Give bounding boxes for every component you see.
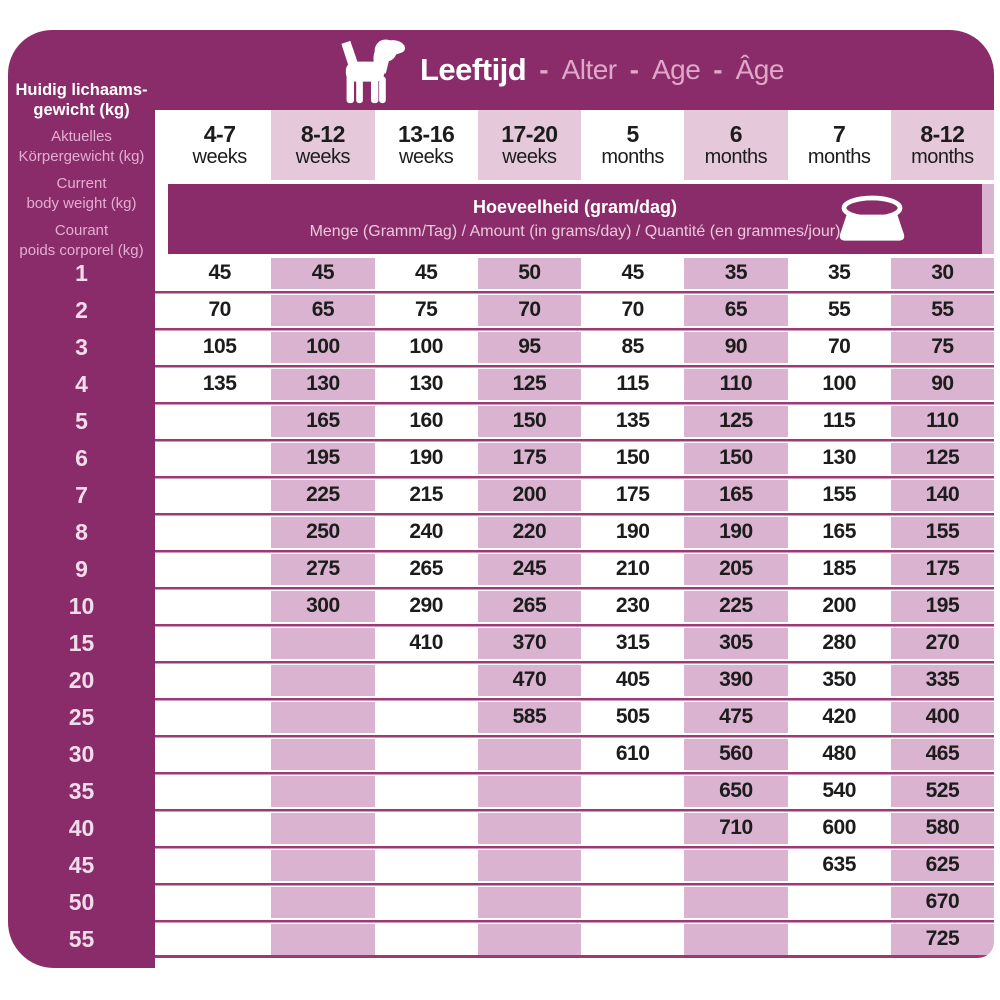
amount-cell: 635 xyxy=(788,850,891,881)
amount-cell xyxy=(168,480,271,511)
amount-cell: 475 xyxy=(684,702,787,733)
age-column-header xyxy=(788,110,891,180)
amount-cell: 370 xyxy=(478,628,581,659)
amount-cell xyxy=(478,850,581,881)
amount-cell: 420 xyxy=(788,702,891,733)
amount-cell xyxy=(168,591,271,622)
age-unit: weeks xyxy=(399,145,454,168)
table-row xyxy=(155,258,994,289)
amount-cell: 65 xyxy=(684,295,787,326)
title-separator: - xyxy=(539,54,549,85)
amount-cell: 45 xyxy=(375,258,478,289)
weight-label-group xyxy=(8,127,155,167)
amount-cell: 155 xyxy=(788,480,891,511)
age-unit: weeks xyxy=(295,145,350,168)
amount-cell xyxy=(478,739,581,770)
row-spacer xyxy=(155,443,168,474)
amount-cell xyxy=(684,850,787,881)
table-row xyxy=(155,739,994,770)
title-translation: Alter xyxy=(561,54,617,85)
amount-cell: 150 xyxy=(478,406,581,437)
table-row xyxy=(155,665,994,696)
weight-value: 8 xyxy=(75,518,88,545)
row-spacer xyxy=(155,295,168,326)
amount-cell: 215 xyxy=(375,480,478,511)
age-unit: months xyxy=(704,145,768,168)
amount-cell: 195 xyxy=(271,443,374,474)
amount-cell: 130 xyxy=(375,369,478,400)
amount-cell: 315 xyxy=(581,628,684,659)
row-spacer xyxy=(155,554,168,585)
weight-label-line: gewicht (kg) xyxy=(33,101,130,119)
amount-cell xyxy=(271,702,374,733)
amount-cell: 110 xyxy=(684,369,787,400)
amount-cell: 525 xyxy=(891,776,994,807)
amount-cell: 175 xyxy=(581,480,684,511)
feeding-table xyxy=(155,110,994,958)
amount-cell: 95 xyxy=(478,332,581,363)
weight-label-line: Aktuelles xyxy=(51,128,112,145)
amount-cell xyxy=(788,924,891,955)
amount-cell xyxy=(271,776,374,807)
age-range: 6 xyxy=(729,120,743,147)
table-row xyxy=(155,295,994,326)
weight-label-group xyxy=(8,80,155,120)
amount-banner-title: Hoeveelheid (gram/dag) xyxy=(472,197,678,217)
amount-cell: 185 xyxy=(788,554,891,585)
weight-value: 35 xyxy=(68,777,95,804)
age-column-header xyxy=(375,110,478,180)
amount-cell: 165 xyxy=(271,406,374,437)
title-separator: - xyxy=(629,54,639,85)
amount-cell: 160 xyxy=(375,406,478,437)
amount-cell: 70 xyxy=(788,332,891,363)
amount-cell xyxy=(168,517,271,548)
weight-label-line: Current xyxy=(56,175,107,192)
amount-cell xyxy=(375,776,478,807)
amount-cell: 50 xyxy=(478,258,581,289)
age-range: 8-12 xyxy=(300,120,345,147)
age-column-header xyxy=(684,110,787,180)
row-spacer xyxy=(155,406,168,437)
amount-cell: 265 xyxy=(375,554,478,585)
amount-cell: 580 xyxy=(891,813,994,844)
table-row xyxy=(155,776,994,807)
amount-cell: 175 xyxy=(891,554,994,585)
age-range: 7 xyxy=(832,120,846,147)
row-spacer xyxy=(155,739,168,770)
weight-value: 55 xyxy=(68,925,95,952)
amount-cell: 410 xyxy=(375,628,478,659)
table-row xyxy=(155,887,994,918)
amount-cell xyxy=(168,443,271,474)
weight-value: 15 xyxy=(68,629,95,656)
amount-cell xyxy=(168,628,271,659)
amount-cell xyxy=(271,813,374,844)
amount-cell xyxy=(168,813,271,844)
amount-cell: 400 xyxy=(891,702,994,733)
amount-cell xyxy=(168,850,271,881)
amount-cell xyxy=(375,702,478,733)
table-row xyxy=(155,702,994,733)
amount-cell: 155 xyxy=(891,517,994,548)
body-weight-labels xyxy=(8,80,155,268)
data-rows xyxy=(155,258,994,955)
amount-cell: 195 xyxy=(891,591,994,622)
amount-cell: 480 xyxy=(788,739,891,770)
amount-cell: 200 xyxy=(788,591,891,622)
table-row xyxy=(155,628,994,659)
amount-cell: 270 xyxy=(891,628,994,659)
banner-spacer xyxy=(155,184,168,254)
amount-cell: 290 xyxy=(375,591,478,622)
amount-cell: 205 xyxy=(684,554,787,585)
amount-cell: 70 xyxy=(581,295,684,326)
amount-cell xyxy=(168,554,271,585)
row-spacer xyxy=(155,813,168,844)
amount-cell: 65 xyxy=(271,295,374,326)
amount-cell: 130 xyxy=(271,369,374,400)
weight-label-line: Huidig lichaams- xyxy=(15,81,148,99)
amount-cell xyxy=(271,628,374,659)
age-column-header xyxy=(478,110,581,180)
title-translation: Age xyxy=(651,54,701,85)
weight-value: 5 xyxy=(75,407,88,434)
age-unit: months xyxy=(601,145,664,168)
row-spacer xyxy=(155,332,168,363)
row-spacer xyxy=(155,480,168,511)
age-unit: weeks xyxy=(502,145,557,168)
amount-cell: 190 xyxy=(375,443,478,474)
amount-cell xyxy=(478,813,581,844)
amount-cell xyxy=(168,887,271,918)
amount-cell: 250 xyxy=(271,517,374,548)
amount-cell xyxy=(478,924,581,955)
amount-cell: 115 xyxy=(581,369,684,400)
amount-cell xyxy=(375,850,478,881)
weight-value: 50 xyxy=(68,888,95,915)
weight-value: 6 xyxy=(75,444,88,471)
weight-label-group xyxy=(8,174,155,214)
weight-label-line: Courant xyxy=(54,222,109,239)
amount-cell: 190 xyxy=(581,517,684,548)
amount-cell: 585 xyxy=(478,702,581,733)
title-main: Leeftijd xyxy=(420,52,527,87)
amount-cell: 190 xyxy=(684,517,787,548)
age-range: 13-16 xyxy=(397,120,455,147)
amount-cell xyxy=(375,739,478,770)
amount-cell: 505 xyxy=(581,702,684,733)
weight-label-line: Körpergewicht (kg) xyxy=(18,148,145,165)
amount-cell: 600 xyxy=(788,813,891,844)
amount-cell xyxy=(168,739,271,770)
amount-cell: 220 xyxy=(478,517,581,548)
amount-cell: 240 xyxy=(375,517,478,548)
age-column-header xyxy=(168,110,271,180)
amount-cell: 85 xyxy=(581,332,684,363)
amount-cell: 245 xyxy=(478,554,581,585)
amount-cell: 45 xyxy=(168,258,271,289)
amount-cell: 130 xyxy=(788,443,891,474)
amount-cell: 275 xyxy=(271,554,374,585)
amount-cell: 100 xyxy=(375,332,478,363)
amount-cell: 165 xyxy=(684,480,787,511)
row-spacer xyxy=(155,591,168,622)
row-spacer xyxy=(155,776,168,807)
age-range: 8-12 xyxy=(920,120,965,147)
table-row xyxy=(155,406,994,437)
table-row xyxy=(155,554,994,585)
amount-cell xyxy=(168,924,271,955)
table-row xyxy=(155,850,994,881)
amount-cell xyxy=(581,887,684,918)
dog-silhouette-icon xyxy=(334,35,408,109)
age-unit: months xyxy=(807,145,871,168)
amount-cell xyxy=(168,665,271,696)
title-separator: - xyxy=(713,54,723,85)
weight-value: 3 xyxy=(75,333,88,360)
amount-cell xyxy=(581,813,684,844)
weight-value: 7 xyxy=(75,481,88,508)
age-column-header xyxy=(891,110,994,180)
amount-cell: 125 xyxy=(891,443,994,474)
age-range: 5 xyxy=(626,120,639,147)
amount-cell: 100 xyxy=(788,369,891,400)
amount-cell: 30 xyxy=(891,258,994,289)
weight-value: 10 xyxy=(68,592,95,619)
amount-cell xyxy=(168,776,271,807)
amount-cell: 150 xyxy=(581,443,684,474)
age-range: 4-7 xyxy=(203,120,236,147)
amount-cell: 70 xyxy=(168,295,271,326)
table-row xyxy=(155,369,994,400)
table-row xyxy=(155,480,994,511)
row-spacer xyxy=(155,850,168,881)
amount-cell: 470 xyxy=(478,665,581,696)
amount-cell xyxy=(478,887,581,918)
table-row xyxy=(155,517,994,548)
amount-cell: 405 xyxy=(581,665,684,696)
amount-cell: 45 xyxy=(271,258,374,289)
amount-cell: 710 xyxy=(684,813,787,844)
amount-cell: 265 xyxy=(478,591,581,622)
amount-cell: 70 xyxy=(478,295,581,326)
row-spacer xyxy=(155,665,168,696)
amount-cell: 210 xyxy=(581,554,684,585)
amount-cell xyxy=(684,887,787,918)
weight-value: 25 xyxy=(68,703,95,730)
amount-cell: 55 xyxy=(788,295,891,326)
amount-cell: 75 xyxy=(375,295,478,326)
age-column-header xyxy=(271,110,374,180)
row-spacer xyxy=(155,924,168,955)
amount-cell: 35 xyxy=(684,258,787,289)
weight-value: 2 xyxy=(75,296,88,323)
amount-cell: 100 xyxy=(271,332,374,363)
age-header-row xyxy=(155,110,994,180)
amount-cell: 610 xyxy=(581,739,684,770)
table-title xyxy=(420,30,784,110)
amount-cell: 110 xyxy=(891,406,994,437)
amount-cell: 90 xyxy=(891,369,994,400)
amount-cell: 125 xyxy=(478,369,581,400)
amount-cell xyxy=(375,665,478,696)
amount-cell: 335 xyxy=(891,665,994,696)
amount-cell: 225 xyxy=(684,591,787,622)
amount-cell: 165 xyxy=(788,517,891,548)
amount-cell xyxy=(478,776,581,807)
row-spacer xyxy=(155,702,168,733)
amount-cell: 625 xyxy=(891,850,994,881)
weight-label-group xyxy=(8,221,155,261)
amount-cell: 725 xyxy=(891,924,994,955)
amount-cell: 200 xyxy=(478,480,581,511)
amount-banner-subtitle: Menge (Gramm/Tag) / Amount (in grams/day) / Quantité (en grammes/jour) xyxy=(309,223,841,240)
row-spacer xyxy=(155,517,168,548)
amount-cell: 230 xyxy=(581,591,684,622)
table-row xyxy=(155,332,994,363)
amount-cell xyxy=(271,924,374,955)
amount-cell: 45 xyxy=(581,258,684,289)
amount-cell: 75 xyxy=(891,332,994,363)
row-spacer xyxy=(155,887,168,918)
amount-cell: 390 xyxy=(684,665,787,696)
amount-banner-row xyxy=(155,184,994,254)
amount-cell xyxy=(271,739,374,770)
age-range: 17-20 xyxy=(501,120,558,147)
weight-value: 40 xyxy=(68,814,95,841)
table-bottom-border xyxy=(155,955,994,958)
amount-cell: 465 xyxy=(891,739,994,770)
amount-cell xyxy=(271,665,374,696)
age-unit: months xyxy=(911,145,974,168)
amount-cell: 125 xyxy=(684,406,787,437)
amount-cell: 560 xyxy=(684,739,787,770)
table-row xyxy=(155,924,994,955)
weight-value: 30 xyxy=(68,740,95,767)
amount-cell: 670 xyxy=(891,887,994,918)
amount-cell: 135 xyxy=(581,406,684,437)
row-spacer xyxy=(155,258,168,289)
amount-cell xyxy=(581,850,684,881)
amount-cell: 540 xyxy=(788,776,891,807)
weight-value: 1 xyxy=(75,259,88,286)
weight-label-line: body weight (kg) xyxy=(26,195,137,212)
amount-cell: 150 xyxy=(684,443,787,474)
weight-value: 4 xyxy=(75,370,88,397)
amount-cell xyxy=(581,924,684,955)
amount-cell: 305 xyxy=(684,628,787,659)
amount-cell xyxy=(581,776,684,807)
amount-cell: 300 xyxy=(271,591,374,622)
table-row xyxy=(155,443,994,474)
age-unit: weeks xyxy=(192,145,247,168)
table-row xyxy=(155,591,994,622)
amount-cell: 35 xyxy=(788,258,891,289)
weight-value: 45 xyxy=(68,851,95,878)
amount-cell: 175 xyxy=(478,443,581,474)
amount-cell: 140 xyxy=(891,480,994,511)
amount-cell xyxy=(271,850,374,881)
weight-label-line: poids corporel (kg) xyxy=(19,242,144,259)
feeding-guide-card xyxy=(8,30,994,968)
amount-cell: 350 xyxy=(788,665,891,696)
dog-bowl-icon xyxy=(832,191,912,249)
amount-cell xyxy=(168,406,271,437)
amount-cell xyxy=(684,924,787,955)
amount-cell xyxy=(375,813,478,844)
amount-cell xyxy=(788,887,891,918)
title-translation: Âge xyxy=(735,54,784,85)
amount-cell: 280 xyxy=(788,628,891,659)
amount-cell xyxy=(271,887,374,918)
age-column-header xyxy=(581,110,684,180)
header-spacer xyxy=(155,110,168,180)
amount-cell: 115 xyxy=(788,406,891,437)
amount-banner xyxy=(168,184,982,254)
weight-value: 20 xyxy=(68,666,95,693)
amount-cell xyxy=(375,924,478,955)
amount-cell: 90 xyxy=(684,332,787,363)
row-spacer xyxy=(155,628,168,659)
amount-cell xyxy=(168,702,271,733)
amount-cell: 135 xyxy=(168,369,271,400)
amount-cell: 105 xyxy=(168,332,271,363)
amount-cell: 225 xyxy=(271,480,374,511)
weight-value: 9 xyxy=(75,555,88,582)
amount-cell: 650 xyxy=(684,776,787,807)
table-row xyxy=(155,813,994,844)
amount-cell xyxy=(375,887,478,918)
row-spacer xyxy=(155,369,168,400)
weight-column xyxy=(8,258,155,961)
amount-cell: 55 xyxy=(891,295,994,326)
